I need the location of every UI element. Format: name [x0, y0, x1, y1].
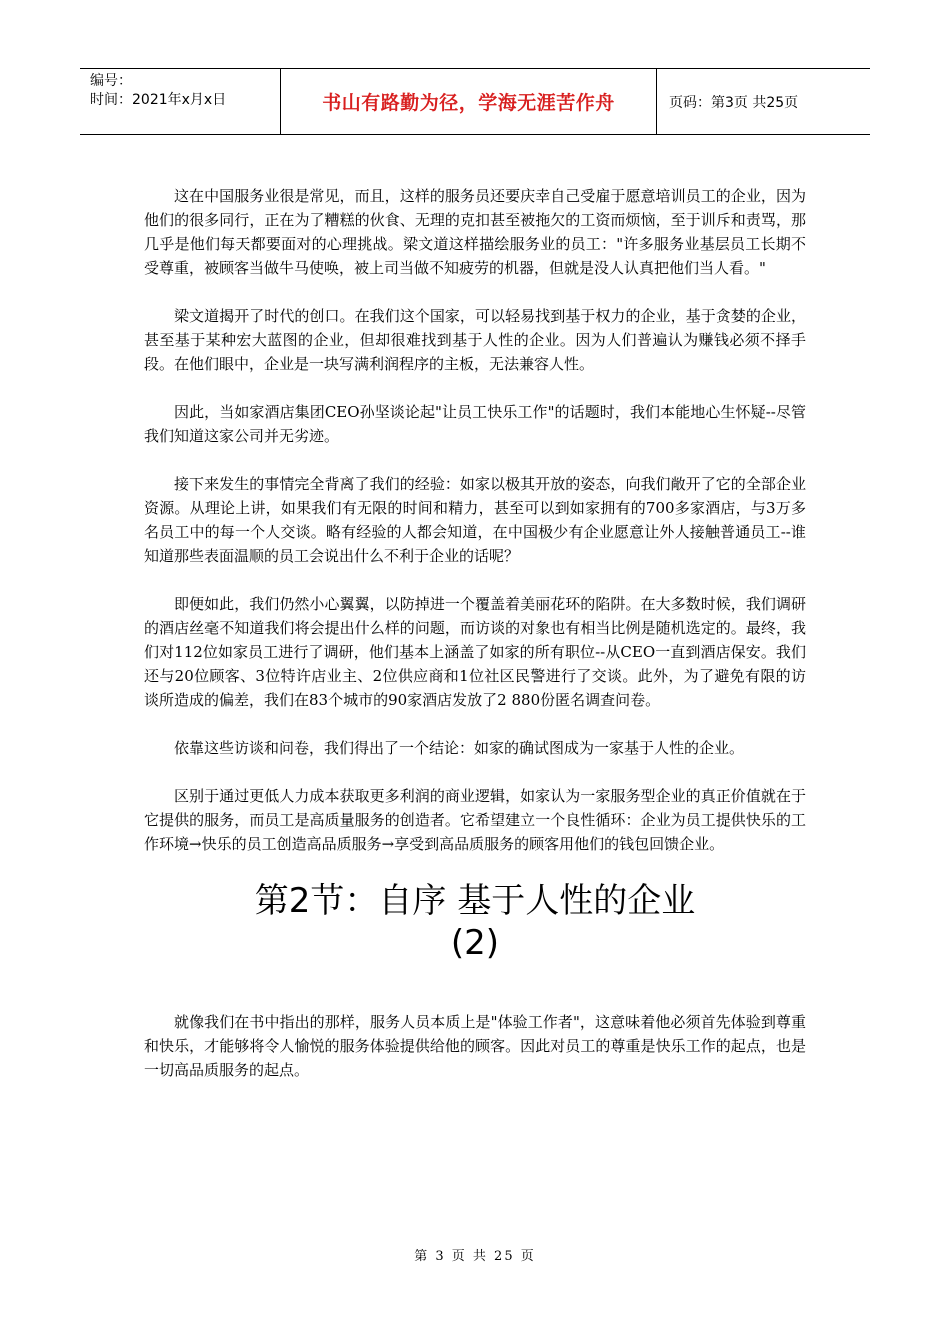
paragraph: 梁文道揭开了时代的创口。在我们这个国家，可以轻易找到基于权力的企业，基于贪婪的企业，甚至基于某种宏大蓝图的企业，但却很难找到基于人性的企业。因为人们普遍认为赚钱必须不择手段。在他们眼中，企业是一块写满利润程序的主板，无法兼容人性。 [144, 307, 806, 373]
header-page-info: 页码：第3页 共25页 [669, 94, 799, 111]
number-label: 编号： [90, 73, 132, 89]
paragraph: 就像我们在书中指出的那样，服务人员本质上是"体验工作者"，这意味着他必须首先体验到尊重和快乐，才能够将令人愉悦的服务体验提供给他的顾客。因此对员工的尊重是快乐工作的起点，也是一切高品质服务的起点。 [144, 1013, 806, 1079]
header-meta [80, 69, 281, 134]
header-motto: 书山有路勤为径，学海无涯苦作舟 [281, 69, 657, 134]
paragraph: 接下来发生的事情完全背离了我们的经验：如家以极其开放的姿态，向我们敞开了它的全部企业资源。从理论上讲，如果我们有无限的时间和精力，甚至可以到如家拥有的700多家酒店，与3万多名员工中的每一个人交谈。略有经验的人都会知道，在中国极少有企业愿意让外人接触普通员工--谁知道那些表面温顺的员工会说出什么不利于企业的话呢？ [144, 475, 806, 565]
section-title-line-1: 第2节：自序 基于人性的企业 [254, 881, 696, 921]
page-footer: 第 3 页 共 25 页 [414, 1249, 536, 1264]
paragraph: 依靠这些访谈和问卷，我们得出了一个结论：如家的确试图成为一家基于人性的企业。 [174, 739, 745, 757]
paragraph: 因此，当如家酒店集团CEO孙坚谈论起"让员工快乐工作"的话题时，我们本能地心生怀疑--尽管我们知道这家公司并无劣迹。 [144, 403, 806, 445]
paragraph: 即便如此，我们仍然小心翼翼，以防掉进一个覆盖着美丽花环的陷阱。在大多数时候，我们调研的酒店丝毫不知道我们将会提出什么样的问题，而访谈的对象也有相当比例是随机选定的。最终，我们对112位如家员工进行了调研，他们基本上涵盖了如家的所有职位--从CEO一直到酒店保安。我们还与20位顾客、3位特许店业主、2位供应商和1位社区民警进行了交谈。此外，为了避免有限的访谈所造成的偏差，我们在83个城市的90家酒店发放了2 880份匿名调查问卷。 [144, 595, 806, 709]
paragraph: 区别于通过更低人力成本获取更多利润的商业逻辑，如家认为一家服务型企业的真正价值就在于它提供的服务，而员工是高质量服务的创造者。它希望建立一个良性循环：企业为员工提供快乐的工作环境→快乐的员工创造高品质服务→享受到高品质服务的顾客用他们的钱包回馈企业。 [144, 787, 806, 853]
date-label: 时间：2021年x月x日 [90, 92, 227, 108]
document-body [144, 184, 806, 1106]
section-title-line-2: (2) [450, 923, 500, 963]
section-title [144, 880, 806, 964]
page-header [80, 68, 870, 135]
paragraph: 这在中国服务业很是常见，而且，这样的服务员还要庆幸自己受雇于愿意培训员工的企业，因为他们的很多同行，正在为了糟糕的伙食、无理的克扣甚至被拖欠的工资而烦恼，至于训斥和责骂，那几乎是他们每天都要面对的心理挑战。梁文道这样描绘服务业的员工："许多服务业基层员工长期不受尊重，被顾客当做牛马使唤，被上司当做不知疲劳的机器，但就是没人认真把他们当人看。" [144, 187, 806, 277]
